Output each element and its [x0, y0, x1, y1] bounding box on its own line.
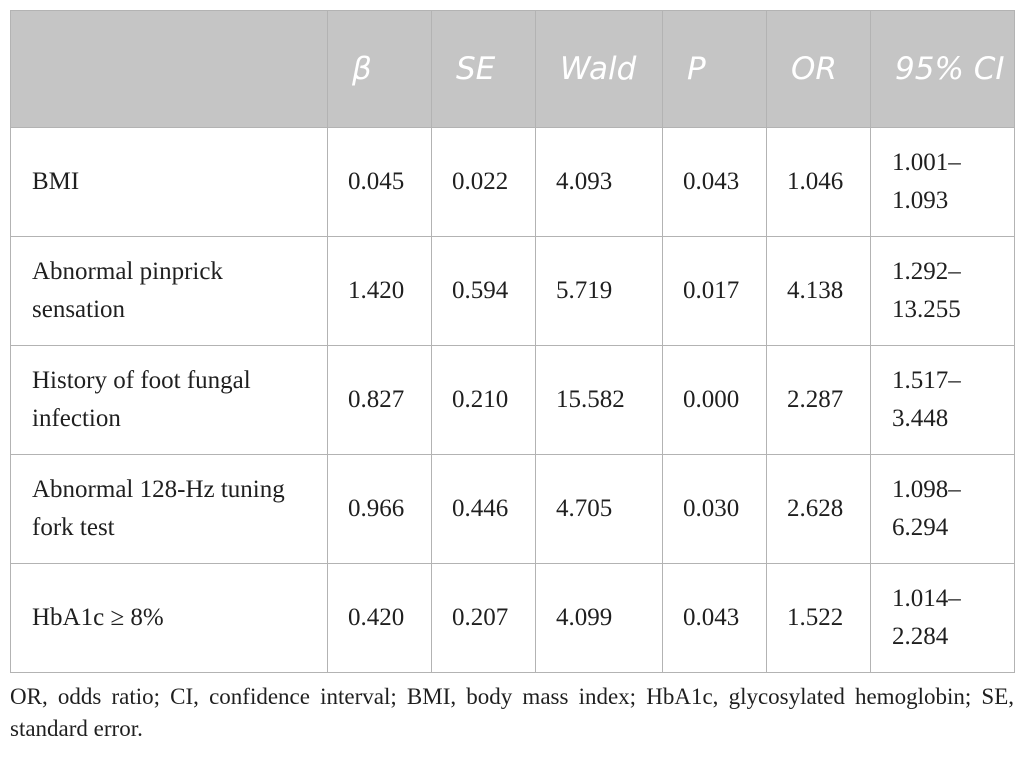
cell-se: 0.594 [432, 237, 536, 346]
cell-ci: 1.292–13.255 [871, 237, 1015, 346]
header-cell-or: OR [767, 11, 871, 128]
header-cell-wald: Wald [536, 11, 663, 128]
header-row [11, 11, 1015, 128]
cell-or: 2.628 [767, 455, 871, 564]
row-label: History of foot fungal infection [11, 346, 328, 455]
table-header [11, 11, 1015, 128]
cell-ci: 1.001–1.093 [871, 128, 1015, 237]
cell-beta: 0.966 [328, 455, 432, 564]
cell-wald: 4.705 [536, 455, 663, 564]
header-cell-variable [11, 11, 328, 128]
cell-p: 0.030 [663, 455, 767, 564]
cell-ci: 1.517–3.448 [871, 346, 1015, 455]
cell-beta: 0.420 [328, 564, 432, 673]
row-label: BMI [11, 128, 328, 237]
cell-wald: 4.093 [536, 128, 663, 237]
cell-se: 0.446 [432, 455, 536, 564]
header-cell-se: SE [432, 11, 536, 128]
cell-beta: 1.420 [328, 237, 432, 346]
table-footnote: OR, odds ratio; CI, confidence interval; BMI, body mass index; HbA1c, glycosylated hemoglobin; SE, standard error. [10, 684, 1014, 741]
cell-beta: 0.045 [328, 128, 432, 237]
table-row [11, 128, 1015, 237]
table-row [11, 346, 1015, 455]
regression-table-container [10, 10, 1014, 673]
table-row [11, 455, 1015, 564]
cell-p: 0.000 [663, 346, 767, 455]
cell-p: 0.043 [663, 128, 767, 237]
cell-wald: 5.719 [536, 237, 663, 346]
table-body [11, 128, 1015, 673]
cell-ci: 1.014–2.284 [871, 564, 1015, 673]
cell-beta: 0.827 [328, 346, 432, 455]
header-cell-beta: β [328, 11, 432, 128]
cell-wald: 4.099 [536, 564, 663, 673]
cell-p: 0.043 [663, 564, 767, 673]
cell-or: 2.287 [767, 346, 871, 455]
header-cell-ci: 95% CI [871, 11, 1015, 128]
cell-or: 1.046 [767, 128, 871, 237]
table-row [11, 564, 1015, 673]
row-label: HbA1c ≥ 8% [11, 564, 328, 673]
row-label: Abnormal 128-Hz tuning fork test [11, 455, 328, 564]
cell-se: 0.022 [432, 128, 536, 237]
table-row [11, 237, 1015, 346]
cell-wald: 15.582 [536, 346, 663, 455]
cell-ci: 1.098–6.294 [871, 455, 1015, 564]
header-cell-p: P [663, 11, 767, 128]
regression-table [10, 10, 1015, 673]
cell-p: 0.017 [663, 237, 767, 346]
row-label: Abnormal pinprick sensation [11, 237, 328, 346]
cell-se: 0.207 [432, 564, 536, 673]
cell-or: 4.138 [767, 237, 871, 346]
cell-or: 1.522 [767, 564, 871, 673]
cell-se: 0.210 [432, 346, 536, 455]
